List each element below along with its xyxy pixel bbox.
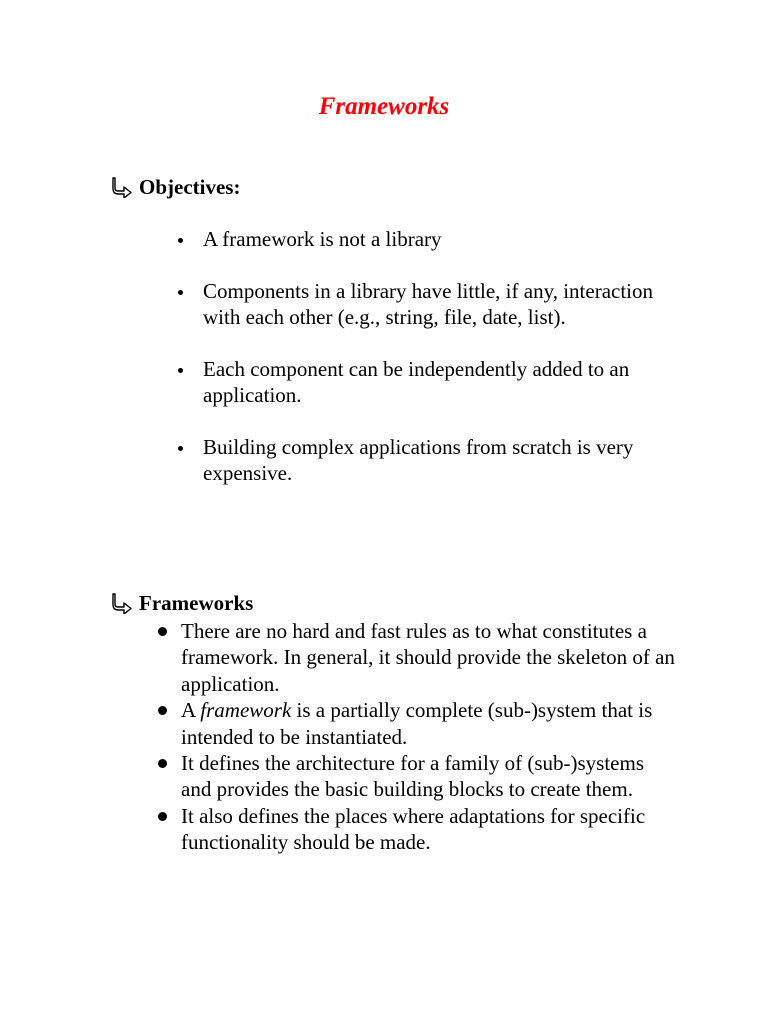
frameworks-list xyxy=(155,618,675,856)
bullet xyxy=(158,812,167,821)
list-item-text-prefix: A xyxy=(181,698,201,723)
bullet xyxy=(158,627,167,636)
bullet xyxy=(178,238,183,243)
emphasized-term: framework xyxy=(200,698,292,723)
hollow-right-arrow-icon xyxy=(112,592,134,614)
bullet xyxy=(158,759,167,768)
frameworks-heading xyxy=(112,590,253,616)
list-item xyxy=(155,750,675,803)
list-item xyxy=(155,803,675,856)
list-item xyxy=(174,434,674,486)
list-item-text: Components in a library have little, if any, interaction with each other (e.g., string, file, date, list). xyxy=(203,279,654,329)
objectives-heading xyxy=(112,174,240,200)
list-item-text: Building complex applications from scratch is very expensive. xyxy=(203,435,634,485)
list-item-text: A framework is not a library xyxy=(203,227,442,251)
bullet xyxy=(178,368,183,373)
list-item-text: There are no hard and fast rules as to what constitutes a framework. In general, it should provide the skeleton of an application. xyxy=(181,619,675,696)
hollow-right-arrow-icon xyxy=(112,176,134,198)
objectives-heading-text: Objectives: xyxy=(139,175,241,199)
list-item xyxy=(174,356,674,408)
list-item xyxy=(174,226,674,252)
list-item-text-suffix: is a partially complete (sub-)system that is intended to be instantiated. xyxy=(181,698,653,749)
list-item-text: Each component can be independently added to an application. xyxy=(203,357,630,407)
list-item xyxy=(174,278,674,330)
list-item-text: It also defines the places where adaptations for specific functionality should be made. xyxy=(181,803,646,855)
list-item-text: It defines the architecture for a family of (sub-)systems and provides the basic building blocks to create them. xyxy=(181,751,644,802)
frameworks-heading-text: Frameworks xyxy=(139,591,254,615)
bullet xyxy=(178,446,183,451)
bullet xyxy=(178,290,183,295)
page-title: Frameworks xyxy=(318,93,450,120)
objectives-list xyxy=(174,226,674,512)
list-item xyxy=(155,697,675,750)
bullet xyxy=(158,706,167,715)
list-item xyxy=(155,618,675,697)
list-item-text xyxy=(181,698,652,748)
